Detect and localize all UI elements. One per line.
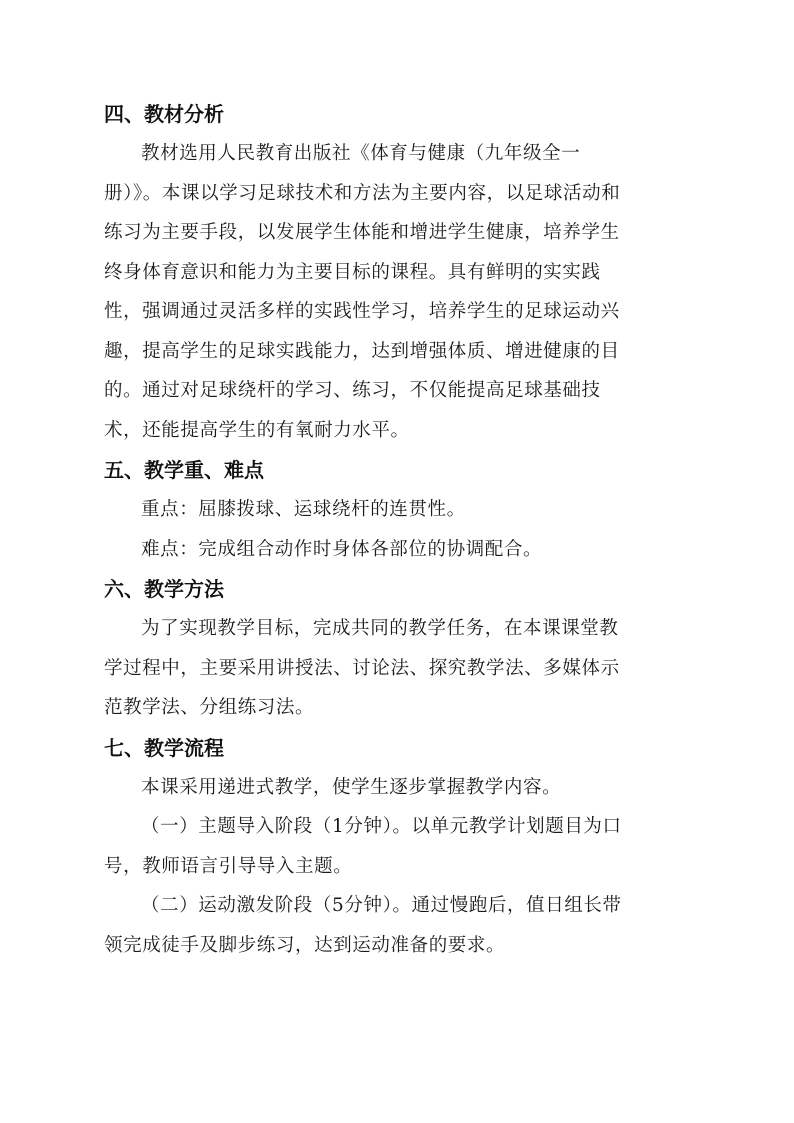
text-line: 教材选用人民教育出版社《体育与健康（九年级全一 (141, 143, 581, 164)
text-line: 练习为主要手段，以发展学生体能和增进学生健康，培养学生 (104, 222, 620, 243)
paragraph-textbook-analysis (104, 134, 694, 450)
text-line: 的。通过对足球绕杆的学习、练习，不仅能提高足球基础技 (104, 380, 601, 401)
section-heading-textbook-analysis: 四、教材分析 (104, 102, 224, 126)
text-line: 本课采用递进式教学，使学生逐步掌握教学内容。 (141, 776, 562, 798)
paragraph-process-intro (104, 768, 694, 808)
text-line: 学过程中，主要采用讲授法、讨论法、探究教学法、多媒体示 (104, 657, 620, 679)
text-line: 为了实现教学目标，完成共同的教学任务，在本课课堂教 (141, 618, 619, 639)
text-line: 重点：屈膝拨球、运球绕杆的连贯性。 (141, 499, 466, 520)
text-line: 范教学法、分组练习法。 (104, 697, 315, 718)
text-line: （一）主题导入阶段（1分钟）。以单元教学计划题目为口 (141, 816, 622, 837)
text-line: 号，教师语言引导导入主题。 (104, 855, 353, 877)
paragraph-stage-1 (104, 807, 694, 886)
text-line: 册）》。本课以学习足球技术和方法为主要内容，以足球活动和 (104, 182, 621, 204)
paragraph-stage-2 (104, 886, 694, 965)
text-line: 领完成徒手及脚步练习，达到运动准备的要求。 (104, 934, 506, 956)
text-line: 终身体育意识和能力为主要目标的课程。具有鲜明的实实践 (104, 261, 601, 283)
text-line: 趣，提高学生的足球实践能力，达到增强体质、增进健康的目 (104, 340, 620, 362)
text-line: 难点：完成组合动作时身体各部位的协调配合。 (141, 538, 543, 560)
paragraph-teaching-methods (104, 609, 694, 728)
section-heading-teaching-process: 七、教学流程 (104, 735, 224, 760)
paragraph-key-point (104, 490, 694, 530)
paragraph-difficulty (104, 530, 694, 570)
text-line: 术，还能提高学生的有氧耐力水平。 (104, 419, 410, 441)
text-line: 性，强调通过灵活多样的实践性学习，培养学生的足球运动兴 (104, 301, 620, 322)
document-page (104, 94, 694, 965)
text-line: （二）运动激发阶段（5分钟）。通过慢跑后，值日组长带 (141, 895, 622, 916)
section-heading-teaching-methods: 六、教学方法 (104, 577, 224, 601)
section-heading-key-difficult-points: 五、教学重、难点 (104, 458, 264, 482)
